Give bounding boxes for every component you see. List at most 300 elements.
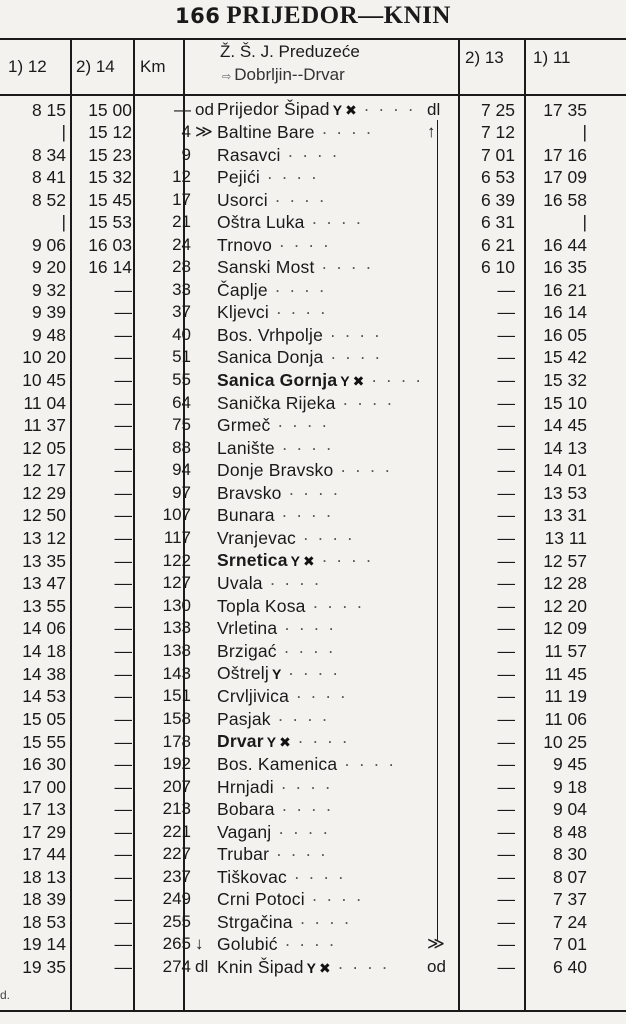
table-row	[0, 121, 599, 144]
departure-time-11: 9 18	[552, 776, 587, 797]
header-train-12: 1) 12	[8, 57, 47, 76]
table-row	[0, 572, 599, 595]
departure-time-11: 8 48	[552, 821, 587, 842]
departure-time-14: —	[114, 708, 132, 729]
leader-dots: · · · ·	[314, 550, 374, 570]
arrival-departure-mark	[195, 527, 217, 550]
departure-time-11: 16 21	[543, 279, 587, 300]
arrival-departure-mark: dl	[195, 957, 209, 976]
fork-knife-icon: ✖	[303, 553, 315, 569]
table-row	[0, 956, 599, 979]
station-name: Crni Potoci	[217, 889, 305, 910]
station-name: Sanica Gornja	[217, 369, 338, 390]
departure-time-13: —	[497, 595, 515, 616]
departure-time-11: |	[582, 122, 587, 143]
departure-time-12: 17 44	[22, 844, 66, 865]
direction-mark	[427, 414, 455, 437]
departure-time-13: —	[497, 550, 515, 571]
departure-time-14: 15 23	[88, 144, 132, 165]
arrival-departure-mark	[195, 753, 217, 776]
station	[217, 911, 427, 934]
table-row	[0, 821, 599, 844]
arrival-departure-mark	[195, 821, 217, 844]
station	[217, 527, 427, 550]
departure-time-11: 15 42	[543, 347, 587, 368]
arrival-departure-mark: ↓	[195, 934, 204, 954]
station	[217, 211, 427, 234]
departure-time-11: 9 04	[552, 799, 587, 820]
departure-time-13: —	[497, 866, 515, 887]
table-row	[0, 888, 599, 911]
arrival-departure-mark	[195, 166, 217, 189]
direction-mark	[427, 662, 455, 685]
leader-dots: · · · ·	[272, 234, 331, 255]
departure-time-11: 14 01	[543, 460, 587, 481]
departure-time-12: 18 53	[22, 911, 66, 932]
departure-time-13: —	[497, 640, 515, 661]
departure-time-12: 19 14	[22, 934, 66, 955]
departure-time-11: 13 11	[544, 527, 587, 548]
station	[217, 189, 427, 212]
arrival-departure-mark: ≫	[195, 122, 213, 142]
station	[217, 392, 427, 415]
leader-dots: · · · ·	[267, 189, 327, 210]
direction-mark	[427, 798, 455, 821]
station	[217, 708, 427, 731]
direction-mark	[427, 843, 455, 866]
distance-km: 138	[162, 640, 191, 660]
distance-km: 75	[172, 415, 191, 435]
table-row	[0, 866, 599, 889]
direction-mark: ↑	[427, 122, 436, 142]
distance-km: 192	[162, 754, 191, 774]
station-name: Vrletina	[217, 618, 278, 639]
table-row	[0, 933, 599, 956]
arrival-departure-mark	[195, 730, 217, 753]
direction-mark	[427, 753, 455, 776]
distance-km: 94	[172, 460, 191, 480]
departure-time-14: 15 45	[88, 189, 132, 210]
station-name: Topla Kosa	[217, 595, 306, 616]
direction-mark: dl	[427, 99, 441, 119]
via-icon: ⇨	[222, 71, 235, 83]
station-name: Čaplje	[217, 279, 268, 300]
arrival-departure-mark	[195, 685, 217, 708]
departure-time-11: 14 45	[543, 415, 587, 436]
direction-mark	[427, 527, 455, 550]
departure-time-11: 7 24	[552, 911, 587, 932]
departure-time-14: —	[114, 640, 132, 661]
station-name: Trubar	[217, 844, 270, 865]
departure-time-11: 12 28	[543, 573, 587, 594]
leader-dots: · · · ·	[274, 799, 334, 820]
distance-km: 28	[172, 257, 191, 277]
station	[217, 414, 427, 437]
departure-time-11: 12 09	[543, 618, 587, 639]
departure-time-12: 13 47	[22, 573, 66, 594]
station-name: Donje Bravsko	[217, 460, 334, 481]
station	[217, 572, 427, 595]
distance-km: 97	[172, 482, 191, 502]
distance-km: 107	[162, 505, 191, 525]
arrival-departure-mark: od	[195, 99, 214, 119]
distance-km: 122	[162, 550, 191, 570]
timetable-title	[0, 2, 626, 30]
station-name: Golubić	[217, 934, 278, 955]
table-row	[0, 392, 599, 415]
table-row	[0, 549, 599, 572]
station-name: Baltine Bare	[217, 122, 315, 143]
arrival-departure-mark	[195, 301, 217, 324]
table-row	[0, 843, 599, 866]
arrival-departure-mark	[195, 482, 217, 505]
distance-km: 227	[162, 844, 191, 864]
departure-time-12: 15 05	[22, 708, 66, 729]
distance-km: 64	[172, 392, 191, 412]
departure-time-14: —	[114, 437, 132, 458]
departure-time-13: —	[497, 482, 515, 503]
fork-knife-icon: ✖	[345, 102, 357, 118]
distance-km: 158	[162, 708, 191, 728]
departure-time-12: 12 17	[22, 460, 66, 481]
station	[217, 98, 427, 121]
station-name: Hrnjadi	[217, 776, 274, 797]
direction-mark	[427, 911, 455, 934]
header-km: Km	[140, 57, 166, 76]
distance-km: 255	[162, 911, 191, 931]
arrival-departure-mark	[195, 843, 217, 866]
distance-km: 265	[162, 934, 191, 954]
station	[217, 459, 427, 482]
direction-mark	[427, 211, 455, 234]
departure-time-12: 9 48	[31, 324, 66, 345]
table-row	[0, 527, 599, 550]
leader-dots: · · · ·	[323, 347, 383, 368]
arrival-departure-mark	[195, 211, 217, 234]
departure-time-14: —	[114, 844, 132, 865]
table-row	[0, 595, 599, 618]
arrival-departure-mark	[195, 189, 217, 212]
distance-km: 33	[172, 279, 191, 299]
station	[217, 776, 427, 799]
distance-km: 130	[162, 595, 191, 615]
departure-time-13: —	[497, 754, 515, 775]
direction-mark	[427, 572, 455, 595]
station-name: Drvar	[217, 731, 264, 751]
distance-km: 133	[162, 618, 191, 638]
station	[217, 234, 427, 257]
departure-time-12: |	[61, 122, 66, 143]
departure-time-13: 6 53	[480, 167, 515, 188]
table-row	[0, 144, 599, 167]
departure-time-12: 19 35	[22, 957, 66, 977]
direction-mark	[427, 346, 455, 369]
distance-km: 143	[162, 663, 191, 683]
departure-time-12: 14 38	[22, 663, 66, 684]
distance-km: 117	[163, 527, 191, 547]
station-name: Sanička Rijeka	[217, 392, 336, 413]
departure-time-13: —	[497, 415, 515, 436]
distance-km: 12	[172, 167, 191, 187]
station-name: Lanište	[217, 437, 275, 458]
leader-dots: · · · ·	[304, 889, 364, 910]
departure-time-13: —	[497, 708, 515, 729]
table-row	[0, 459, 599, 482]
arrival-departure-mark	[195, 776, 217, 799]
departure-time-13: 7 25	[480, 99, 515, 120]
departure-time-12: 9 20	[31, 257, 66, 278]
arrival-departure-mark	[195, 234, 217, 257]
leader-dots: · · · ·	[292, 911, 352, 932]
departure-time-11: 17 16	[543, 144, 587, 165]
departure-time-12: 11 04	[23, 392, 66, 413]
departure-time-12: 17 00	[22, 776, 66, 797]
arrival-departure-mark	[195, 279, 217, 302]
direction-mark	[427, 617, 455, 640]
departure-time-14: —	[114, 911, 132, 932]
header-train-11: 1) 11	[533, 48, 571, 67]
distance-km: 55	[172, 370, 191, 389]
direction-mark	[427, 821, 455, 844]
direction-mark	[427, 144, 455, 167]
departure-time-11: 6 40	[552, 957, 587, 977]
distance-km: 237	[162, 866, 191, 886]
direction-mark	[427, 189, 455, 212]
departure-time-12: 13 12	[22, 527, 66, 548]
departure-time-12: 9 32	[31, 279, 66, 300]
departure-time-13: —	[497, 799, 515, 820]
departure-time-14: —	[114, 279, 132, 300]
departure-time-11: 11 06	[544, 708, 587, 729]
departure-time-13: —	[497, 324, 515, 345]
departure-time-12: 12 05	[22, 437, 66, 458]
departure-time-13: —	[497, 279, 515, 300]
fork-knife-icon: ✖	[352, 372, 365, 389]
departure-time-13: 7 01	[480, 144, 515, 165]
station-name: Uvala	[217, 573, 263, 594]
table-row	[0, 234, 599, 257]
departure-time-11: 13 53	[543, 482, 587, 503]
station-name: Brzigać	[217, 640, 277, 661]
leader-dots: · · · ·	[262, 573, 322, 594]
leader-dots: · · · ·	[274, 437, 334, 458]
leader-dots: · · · ·	[323, 324, 382, 345]
direction-mark	[427, 392, 455, 415]
distance-km: 151	[162, 686, 191, 706]
departure-time-13: 6 39	[480, 189, 515, 210]
direction-mark	[427, 549, 455, 572]
arrival-departure-mark	[195, 866, 217, 889]
fork-knife-icon: ✖	[319, 959, 331, 976]
leader-dots: · · · ·	[260, 167, 319, 188]
departure-time-11: 16 05	[543, 324, 587, 345]
departure-time-12: 13 55	[22, 595, 66, 616]
station	[217, 640, 427, 663]
departure-time-14: 16 03	[88, 234, 132, 255]
departure-time-14: —	[114, 663, 132, 684]
arrival-departure-mark	[195, 617, 217, 640]
departure-time-11: 17 09	[543, 167, 587, 188]
departure-time-14: —	[114, 347, 132, 368]
direction-mark	[427, 301, 455, 324]
departure-time-13: —	[497, 370, 515, 390]
direction-mark	[427, 482, 455, 505]
leader-dots: · · · ·	[277, 618, 337, 639]
leader-dots: · · · ·	[277, 934, 337, 955]
departure-time-14: —	[114, 324, 132, 345]
arrival-departure-mark	[195, 414, 217, 437]
station	[217, 549, 427, 572]
station	[217, 821, 427, 844]
table-row	[0, 256, 599, 279]
departure-time-14: 15 12	[88, 122, 132, 143]
departure-time-11: 8 30	[552, 844, 587, 865]
departure-time-12: 9 39	[31, 302, 66, 323]
station-name: Bobara	[217, 799, 275, 820]
departure-time-13: —	[497, 821, 515, 842]
distance-km: 213	[162, 799, 191, 819]
departure-time-11: 16 14	[543, 302, 587, 323]
direction-mark	[427, 595, 455, 618]
leader-dots: · · · ·	[356, 99, 416, 119]
leader-dots: · · · ·	[267, 279, 327, 300]
station-name: Srnetica	[217, 550, 288, 570]
station	[217, 256, 427, 279]
distance-km: 9	[181, 144, 191, 164]
leader-dots: · · · ·	[287, 866, 346, 887]
table-row	[0, 98, 599, 121]
departure-time-13: —	[497, 505, 515, 526]
header-bottom-rule	[0, 94, 626, 96]
departure-time-14: —	[114, 505, 132, 526]
departure-time-14: —	[114, 731, 132, 752]
leader-dots: · · · ·	[281, 482, 341, 503]
leader-dots: · · · ·	[333, 460, 393, 481]
departure-time-14: —	[114, 482, 132, 503]
station	[217, 866, 427, 889]
station-name: Oštra Luka	[217, 212, 305, 233]
distance-km: 40	[172, 324, 191, 344]
departure-time-12: 18 39	[22, 889, 66, 910]
departure-time-11: 16 44	[543, 234, 587, 255]
direction-mark	[427, 504, 455, 527]
departure-time-11: |	[582, 212, 587, 233]
table-row	[0, 482, 599, 505]
station	[217, 662, 427, 685]
leader-dots: · · · ·	[280, 144, 340, 165]
departure-time-14: —	[114, 866, 132, 887]
leader-dots: · · · ·	[289, 686, 348, 707]
station	[217, 753, 427, 776]
station-name: Sanski Most	[217, 257, 315, 278]
direction-mark	[427, 459, 455, 482]
departure-time-14: 16 14	[88, 257, 132, 278]
departure-time-13: —	[497, 573, 515, 594]
arrival-departure-mark	[195, 708, 217, 731]
departure-time-12: 10 45	[22, 370, 66, 390]
station-name: Pejići	[217, 167, 261, 188]
direction-mark	[427, 776, 455, 799]
route-name: PRIJEDOR—KNIN	[226, 2, 451, 29]
departure-time-12: 12 29	[22, 482, 66, 503]
distance-km: 37	[172, 302, 191, 322]
departure-time-12: 18 13	[22, 866, 66, 887]
arrival-departure-mark	[195, 662, 217, 685]
departure-time-14: 15 32	[88, 167, 132, 188]
arrival-departure-mark	[195, 392, 217, 415]
departure-time-13: —	[497, 347, 515, 368]
direction-mark	[427, 234, 455, 257]
station	[217, 346, 427, 369]
leader-dots: · · · ·	[270, 708, 330, 729]
header-via: ⇨ Dobrljin--Drvar	[222, 65, 345, 84]
departure-time-11: 15 10	[543, 392, 587, 413]
distance-km: 207	[162, 776, 191, 796]
table-bottom-rule	[0, 1010, 626, 1012]
table-row	[0, 189, 599, 212]
leader-dots: · · · ·	[335, 392, 395, 413]
departure-time-12: 10 20	[22, 347, 66, 368]
direction-mark	[427, 640, 455, 663]
station-name: Bunara	[217, 505, 275, 526]
station	[217, 324, 427, 347]
distance-km: 4	[181, 122, 191, 142]
leader-dots: · · · ·	[290, 731, 350, 751]
departure-time-11: 16 58	[543, 189, 587, 210]
table-row	[0, 369, 599, 392]
departure-time-12: 8 52	[31, 189, 66, 210]
arrival-departure-mark	[195, 324, 217, 347]
departure-time-13: —	[497, 731, 515, 752]
leader-dots: · · · ·	[314, 122, 374, 143]
table-row	[0, 776, 599, 799]
header-top-rule	[0, 38, 626, 40]
departure-time-11: 11 19	[544, 686, 587, 707]
departure-time-11: 14 13	[543, 437, 587, 458]
departure-time-13: —	[497, 392, 515, 413]
leader-dots: · · · ·	[269, 844, 328, 865]
distance-km: 127	[162, 573, 191, 593]
left-edge-note: d.	[0, 988, 11, 1002]
leader-dots: · · · ·	[295, 527, 355, 548]
wine-glass-icon: Y	[332, 102, 343, 118]
station-name: Knin Šipad	[217, 956, 304, 977]
departure-time-14: —	[114, 776, 132, 797]
departure-time-13: 7 12	[480, 122, 515, 143]
departure-time-11: 12 57	[543, 550, 587, 571]
header-train-13: 2) 13	[465, 48, 504, 67]
table-row	[0, 708, 599, 731]
station-name: Bravsko	[217, 482, 282, 503]
departure-time-12: 17 13	[22, 799, 66, 820]
departure-time-11: 7 01	[552, 934, 587, 955]
departure-time-13: —	[497, 437, 515, 458]
departure-time-14: —	[114, 460, 132, 481]
leader-dots: · · · ·	[276, 640, 336, 661]
arrival-departure-mark	[195, 549, 217, 572]
station-name: Rasavci	[217, 144, 281, 165]
departure-time-11: 9 45	[552, 754, 587, 775]
departure-time-11: 13 31	[543, 505, 587, 526]
arrival-departure-mark	[195, 911, 217, 934]
departure-time-13: 6 10	[480, 257, 515, 278]
departure-time-14: —	[114, 754, 132, 775]
departure-time-14: —	[114, 595, 132, 616]
station	[217, 933, 427, 956]
departure-time-12: 8 41	[31, 167, 66, 188]
arrival-departure-mark	[195, 798, 217, 821]
direction-mark	[427, 324, 455, 347]
